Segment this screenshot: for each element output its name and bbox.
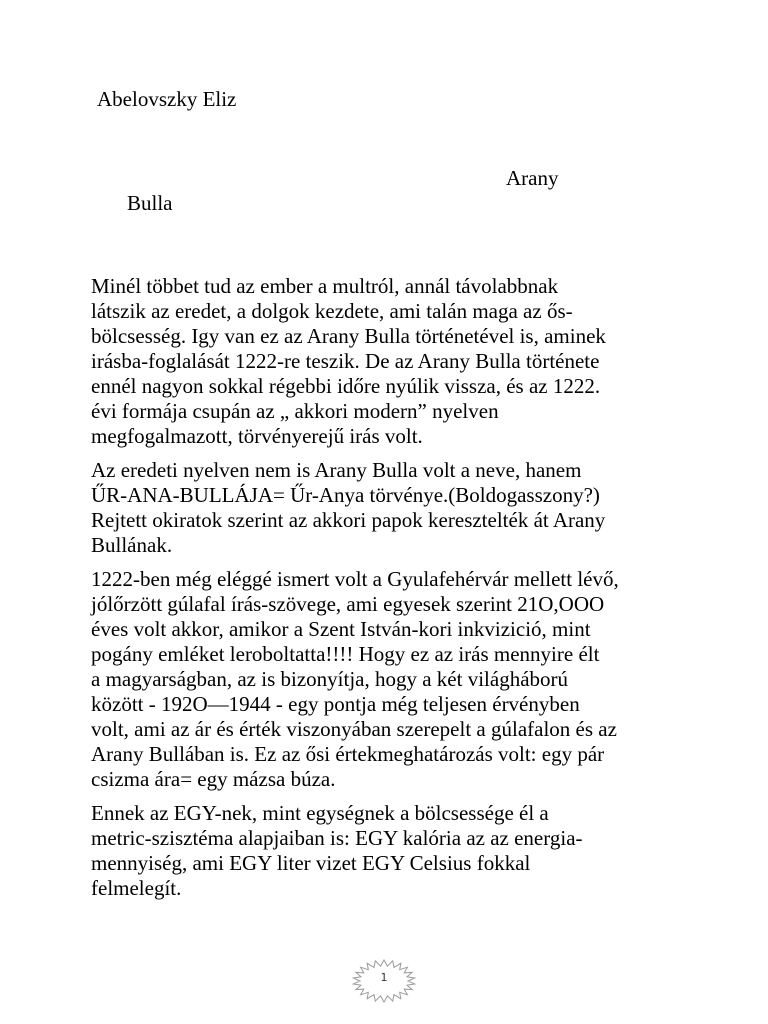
author-name: Abelovszky Eliz: [97, 87, 237, 111]
paragraph-4: Ennek az EGY-nek, mint egységnek a bölcsessége él a metric-szisztéma alapjaiban is: EGY kalória az az energia- mennyiség, ami EGY liter vizet EGY Celsius fokkal felmelegít.: [91, 801, 583, 900]
paragraph-1: Minél többet tud az ember a multról, annál távolabbnak látszik az eredet, a dolgok kezdete, ami talán maga az ős- bölcsesség. Igy van ez az Arany Bulla történetével is, aminek irásba-foglalását 1222-re teszik. De az Arany Bulla története ennél nagyon sokkal régebbi időre nyúlik vissza, és az 1222. évi formája csupán az „ akkori modern” nyelven megfogalmazott, törvényerejű irás volt.: [91, 274, 606, 448]
document-title-line-1: Arany: [506, 166, 559, 190]
document-title-line-2: Bulla: [127, 191, 173, 215]
paragraph-3: 1222-ben még eléggé ismert volt a Gyulafehérvár mellett lévő, jólőrzött gúlafal írás-szövege, ami egyesek szerint 21O,OOO éves volt akkor, amikor a Szent István-kori inkvizició, mint pogány emléket leroboltatta!!!! Hogy ez az irás mennyire élt a magyarságban, az is bizonyítja, hogy a két világháború között - 192O—1944 - egy pontja még teljesen érvényben volt, ami az ár és érték viszonyában szerepelt a gúlafalon és az Arany Bullában is. Ez az ősi értekmeghatározás volt: egy pár csizma ára= egy mázsa búza.: [91, 567, 619, 791]
document-body: [91, 274, 691, 910]
page-number-badge: [352, 959, 416, 1003]
paragraph-2: Az eredeti nyelven nem is Arany Bulla volt a neve, hanem ŰR-ANA-BULLÁJA= Űr-Anya törvénye.(Boldogasszony?) Rejtett okiratok szerint az akkori papok keresztelték át Arany Bullának.: [91, 458, 606, 557]
page-number: 1: [380, 971, 388, 984]
